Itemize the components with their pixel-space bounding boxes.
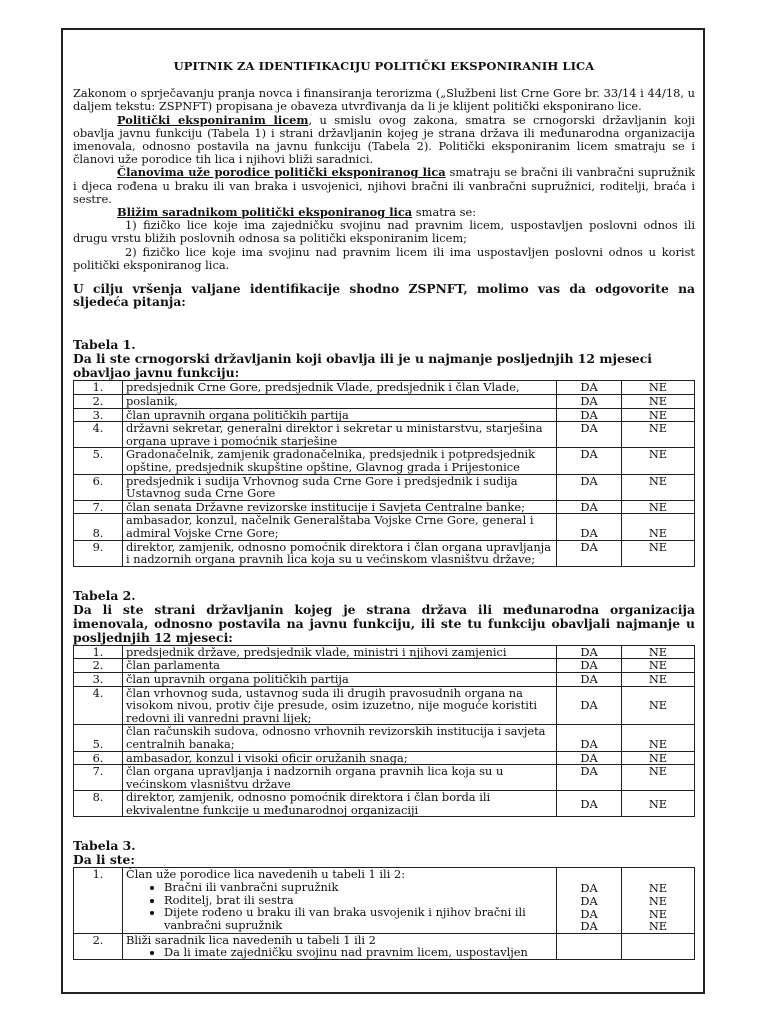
table1 — [73, 380, 695, 566]
table-row — [74, 791, 695, 817]
definition-family: smatraju se bračni ili vanbračni supružnik i djeca rođena u braku ili van braka i usvojenici, njihovi bračni ili vanbračni supružnici, roditelji, braća i sestre. — [73, 165, 695, 206]
associate-item-2: 2) fizičko lice koje ima svojinu nad pravnim licem ili ima uspostavljen poslovni odnos u korist politički eksponiranog lica. — [73, 244, 695, 272]
row-number: 2. — [74, 659, 123, 673]
da-cell — [557, 868, 622, 933]
table1-label: Tabela 1. — [73, 337, 136, 353]
da-option[interactable]: DA — [557, 751, 622, 765]
page-title: UPITNIK ZA IDENTIFIKACIJU POLITIČKI EKSPONIRANIH LICA — [173, 59, 595, 73]
ne-option[interactable]: NE — [622, 659, 695, 673]
row-text: član upravnih organa političkih partija — [123, 672, 557, 686]
da-option[interactable]: DA — [557, 395, 622, 409]
da-option[interactable]: DA — [557, 408, 622, 422]
term-family: Članovima uže porodice politički eksponiranog lica — [117, 165, 446, 180]
ne-option[interactable]: NE — [622, 408, 695, 422]
table-row — [74, 422, 695, 448]
list-item: • Bračni ili vanbračni supružnik — [164, 881, 553, 894]
ne-option[interactable]: NE — [622, 791, 695, 817]
row-text: član upravnih organa političkih partija — [123, 408, 557, 422]
ne-option[interactable]: NE — [622, 500, 695, 514]
row-text: član parlamenta — [123, 659, 557, 673]
da-option[interactable]: DA — [557, 645, 622, 659]
row-text: Gradonačelnik, zamjenik gradonačelnika, predsjednik i potpredsjednik opštine, predsjednik skupštine opštine, Glavnog grada i Prijestonice — [123, 448, 557, 474]
row-title: Bliži saradnik lica navedenih u tabeli 1 ili 2 — [126, 932, 376, 947]
ne-option[interactable]: NE — [622, 540, 695, 566]
da-option[interactable]: DA — [557, 686, 622, 725]
ne-option[interactable]: NE — [622, 395, 695, 409]
ne-option[interactable]: NE — [648, 919, 668, 934]
ne-option[interactable]: NE — [622, 422, 695, 448]
list-item: • Roditelj, brat ili sestra — [164, 894, 553, 907]
da-option[interactable]: DA — [557, 474, 622, 500]
row-number: 1. — [74, 645, 123, 659]
term-pep: Politički eksponiranim licem — [117, 112, 309, 127]
table3-label: Tabela 3. — [73, 838, 136, 854]
row-text — [123, 933, 557, 959]
row-number: 5. — [74, 725, 123, 751]
bullet-list — [126, 946, 553, 959]
table-row — [74, 540, 695, 566]
ne-option[interactable]: NE — [622, 751, 695, 765]
table-row — [74, 686, 695, 725]
da-option[interactable]: DA — [557, 765, 622, 791]
row-text: predsjednik Crne Gore, predsjednik Vlade, predsjednik i član Vlade, — [123, 381, 557, 395]
table-row — [74, 725, 695, 751]
list-item: • Dijete rođeno u braku ili van braka usvojenik i njihov bračni ili vanbračni supružnik — [164, 906, 553, 931]
ne-option[interactable]: NE — [648, 906, 668, 921]
ne-option[interactable]: NE — [622, 645, 695, 659]
ne-option[interactable]: NE — [622, 725, 695, 751]
table-row — [74, 672, 695, 686]
table-row — [74, 448, 695, 474]
table2 — [73, 645, 695, 818]
ne-cell — [622, 868, 695, 933]
row-number: 9. — [74, 540, 123, 566]
row-text: ambasador, konzul, načelnik Generalštaba Vojske Crne Gore, general i admiral Vojske Crne Gore; — [123, 514, 557, 540]
intro-paragraph-pep — [73, 114, 695, 167]
row-text: poslanik, — [123, 395, 557, 409]
table-row — [74, 933, 695, 959]
row-text — [123, 868, 557, 933]
table-row — [74, 408, 695, 422]
row-number: 5. — [74, 448, 123, 474]
da-option[interactable]: DA — [580, 919, 598, 934]
table-row — [74, 395, 695, 409]
da-option[interactable]: DA — [557, 659, 622, 673]
row-number: 1. — [74, 868, 123, 933]
da-option[interactable]: DA — [557, 791, 622, 817]
table-row — [74, 659, 695, 673]
row-number: 6. — [74, 751, 123, 765]
row-text: član senata Državne revizorske institucije i Savjeta Centralne banke; — [123, 500, 557, 514]
table2-question: Da li ste strani državljanin kojeg je strana država ili međunarodna organizacija imenovala, odnosno postavila na javnu funkciju, ili ste tu funkciju obavljali najmanje u posljednjih 12 mjeseci: — [73, 601, 695, 645]
row-number: 2. — [74, 933, 123, 959]
table-row — [74, 474, 695, 500]
row-number: 4. — [74, 686, 123, 725]
row-text: državni sekretar, generalni direktor i sekretar u ministarstvu, starješina organa uprave i pomoćnik starješine — [123, 422, 557, 448]
ne-option[interactable]: NE — [622, 474, 695, 500]
da-option[interactable]: DA — [557, 672, 622, 686]
table2-label: Tabela 2. — [73, 587, 136, 603]
request-text: U cilju vršenja valjane identifikacije shodno ZSPNFT, molimo vas da odgovorite na sljedeća pitanja: — [73, 281, 695, 310]
ne-option[interactable]: NE — [622, 672, 695, 686]
ne-option[interactable]: NE — [622, 686, 695, 725]
list-item: • Da li imate zajedničku svojinu nad pravnim licem, uspostavljen — [164, 946, 553, 959]
table-row — [74, 645, 695, 659]
table-row — [74, 500, 695, 514]
ne-cell[interactable] — [622, 933, 695, 959]
table-row — [74, 514, 695, 540]
da-option[interactable]: DA — [557, 514, 622, 540]
row-text: član organa upravljanja i nadzornih organa pravnih lica koja su u većinskom vlasništvu države — [123, 765, 557, 791]
da-cell[interactable] — [557, 933, 622, 959]
row-number: 3. — [74, 408, 123, 422]
da-option[interactable]: DA — [580, 881, 598, 896]
definition-associate: smatra se: — [412, 205, 477, 220]
bullet-list — [126, 881, 553, 931]
row-number: 3. — [74, 672, 123, 686]
intro-paragraph-law: Zakonom o sprječavanju pranja novca i finansiranja terorizma („Službeni list Crne Gore br. 33/14 i 44/18, u daljem tekstu: ZSPNFT) propisana je obaveza utvrđivanja da li je klijent politički eksponirano lice. — [73, 86, 695, 114]
ne-option[interactable]: NE — [648, 881, 668, 896]
table3-question: Da li ste: — [73, 852, 135, 868]
da-option[interactable]: DA — [557, 500, 622, 514]
definition-pep: , u smislu ovog zakona, smatra se crnogorski državljanin koji obavlja javnu funkciju (Tabela 1) i strani državljanin kojeg je strana država ili međunarodna organizacija imenovala, odnosno postavila na javnu funkciju (Tabela 2). Politički eksponiranim licem smatraju se i članovi uže porodice tih lica i njihovi bliži saradnici. — [73, 112, 696, 167]
ne-option[interactable]: NE — [648, 894, 668, 909]
da-option[interactable]: DA — [557, 725, 622, 751]
da-option[interactable]: DA — [557, 540, 622, 566]
row-text: predsjednik države, predsjednik vlade, ministri i njihovi zamjenici — [123, 645, 557, 659]
da-option[interactable]: DA — [580, 906, 598, 921]
row-text: član vrhovnog suda, ustavnog suda ili drugih pravosudnih organa na visokom nivou, protiv čije presude, osim izuzetno, nije moguće koristiti redovni ili vanredni pravni lijek; — [123, 686, 557, 725]
row-number: 7. — [74, 500, 123, 514]
row-text: predsjednik i sudija Vrhovnog suda Crne Gore i predsjednik i sudija Ustavnog suda Crne Gore — [123, 474, 557, 500]
row-text: direktor, zamjenik, odnosno pomoćnik direktora i član organa upravljanja i nadzornih organa pravnih lica koja su u većinskom vlasništvu države; — [123, 540, 557, 566]
questionnaire — [73, 60, 695, 960]
row-number: 1. — [74, 381, 123, 395]
ne-option[interactable]: NE — [622, 381, 695, 395]
table-row — [74, 751, 695, 765]
row-number: 2. — [74, 395, 123, 409]
ne-option[interactable]: NE — [622, 448, 695, 474]
table-row — [74, 381, 695, 395]
row-title: Član uže porodice lica navedenih u tabeli 1 ili 2: — [126, 867, 406, 882]
associate-item-1: 1) fizičko lice koje ima zajedničku svojinu nad pravnim licem, uspostavljen poslovni odnos ili drugu vrstu bližih poslovnih odnosa sa politički eksponiranim licem; — [73, 218, 695, 246]
row-text: član računskih sudova, odnosno vrhovnih revizorskih institucija i savjeta centralnih banaka; — [123, 725, 557, 751]
ne-option[interactable]: NE — [622, 514, 695, 540]
term-associate: Bližim saradnikom politički eksponiranog lica — [117, 205, 413, 220]
row-text: ambasador, konzul i visoki oficir oružanih snaga; — [123, 751, 557, 765]
ne-option[interactable]: NE — [622, 765, 695, 791]
table-row — [74, 868, 695, 933]
table3 — [73, 867, 695, 960]
table-row — [74, 765, 695, 791]
da-option[interactable]: DA — [557, 448, 622, 474]
row-text: direktor, zamjenik, odnosno pomoćnik direktora i član borda ili ekvivalentne funkcije u međunarodnoj organizaciji — [123, 791, 557, 817]
row-number: 6. — [74, 474, 123, 500]
row-number: 4. — [74, 422, 123, 448]
da-option[interactable]: DA — [557, 422, 622, 448]
da-option[interactable]: DA — [557, 381, 622, 395]
da-option[interactable]: DA — [580, 894, 598, 909]
row-number: 7. — [74, 765, 123, 791]
row-number: 8. — [74, 791, 123, 817]
row-number: 8. — [74, 514, 123, 540]
table1-question: Da li ste crnogorski državljanin koji obavlja ili je u najmanje posljednjih 12 mjeseci obavljao javnu funkciju: — [73, 351, 652, 381]
intro-paragraph-family — [73, 166, 695, 206]
